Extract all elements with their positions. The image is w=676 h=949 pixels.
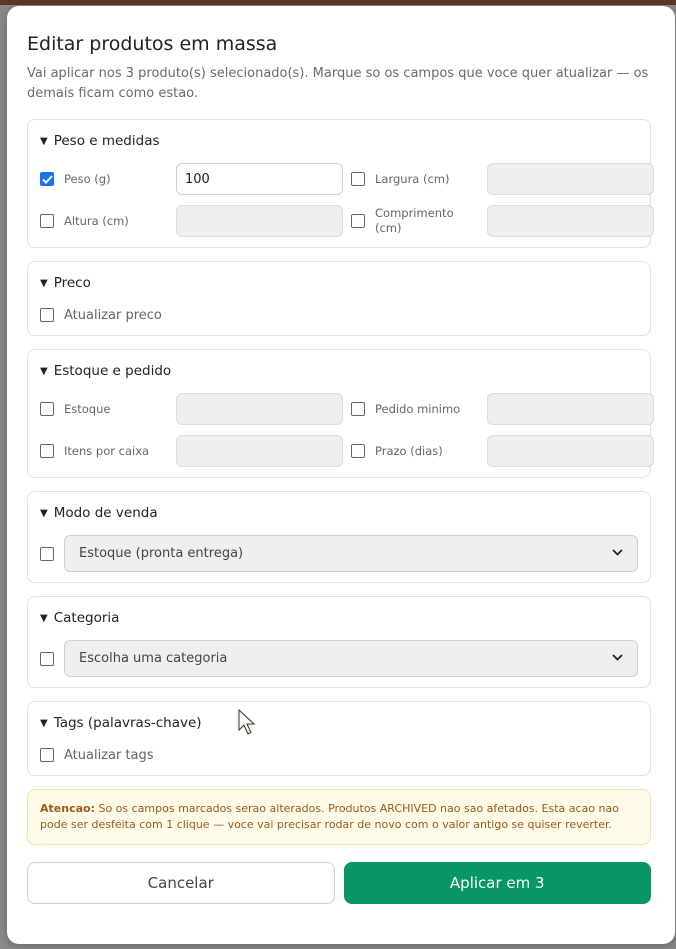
category-select[interactable] bbox=[64, 640, 638, 677]
section-category bbox=[27, 596, 651, 688]
alert-text: So os campos marcados serao alterados. Produtos ARCHIVED nao sao afetados. Esta acao nao pode ser desfeita com 1 clique — voce vai precisar rodar de novo com o valor antigo se quiser reverter. bbox=[40, 802, 619, 831]
estoque-checkbox[interactable] bbox=[40, 402, 54, 416]
peso-checkbox[interactable] bbox=[40, 172, 54, 186]
backdrop-strip bbox=[0, 0, 676, 5]
category-selected-value: Escolha uma categoria bbox=[79, 651, 228, 666]
itens-por-caixa-checkbox[interactable] bbox=[40, 444, 54, 458]
price-update-label: Atualizar preco bbox=[64, 307, 162, 323]
bulk-edit-modal bbox=[7, 6, 675, 944]
warning-alert bbox=[27, 789, 651, 845]
section-sale-mode-title: Modo de venda bbox=[53, 505, 158, 521]
alert-prefix: Atencao: bbox=[40, 802, 95, 815]
comprimento-label: Comprimento (cm) bbox=[375, 206, 454, 235]
caret-down-icon: ▼ bbox=[40, 717, 48, 729]
section-category-toggle[interactable] bbox=[40, 608, 638, 628]
section-stock-toggle[interactable] bbox=[40, 361, 638, 381]
sale-mode-checkbox[interactable] bbox=[40, 547, 54, 561]
altura-checkbox[interactable] bbox=[40, 214, 54, 228]
modal-footer bbox=[27, 862, 651, 904]
tags-update-label: Atualizar tags bbox=[64, 747, 154, 763]
pedido-minimo-label: Pedido minimo bbox=[375, 401, 461, 416]
modal-title: Editar produtos em massa bbox=[27, 33, 278, 55]
estoque-input[interactable] bbox=[176, 393, 343, 425]
category-checkbox[interactable] bbox=[40, 652, 54, 666]
largura-label: Largura (cm) bbox=[375, 171, 450, 186]
section-stock-title: Estoque e pedido bbox=[53, 363, 172, 379]
section-stock bbox=[27, 349, 651, 478]
prazo-label: Prazo (dias) bbox=[375, 443, 443, 458]
section-tags bbox=[27, 701, 651, 776]
caret-down-icon: ▼ bbox=[40, 612, 48, 624]
prazo-checkbox[interactable] bbox=[351, 444, 365, 458]
estoque-label: Estoque bbox=[64, 401, 111, 416]
chevron-down-icon bbox=[612, 548, 623, 559]
caret-down-icon: ▼ bbox=[40, 277, 48, 289]
comprimento-checkbox[interactable] bbox=[351, 214, 365, 228]
section-price-toggle[interactable] bbox=[40, 273, 638, 293]
section-tags-title: Tags (palavras-chave) bbox=[53, 715, 202, 731]
caret-down-icon: ▼ bbox=[40, 507, 48, 519]
prazo-input[interactable] bbox=[487, 435, 654, 467]
price-checkbox[interactable] bbox=[40, 308, 54, 322]
itens-por-caixa-label: Itens por caixa bbox=[64, 443, 150, 458]
tags-checkbox[interactable] bbox=[40, 748, 54, 762]
sale-mode-selected-value: Estoque (pronta entrega) bbox=[79, 546, 244, 561]
section-sale-mode bbox=[27, 491, 651, 583]
caret-down-icon: ▼ bbox=[40, 365, 48, 377]
chevron-down-icon bbox=[612, 653, 623, 664]
caret-down-icon: ▼ bbox=[40, 135, 48, 147]
largura-checkbox[interactable] bbox=[351, 172, 365, 186]
section-sale-mode-toggle[interactable] bbox=[40, 503, 638, 523]
modal-description: Vai aplicar nos 3 produto(s) selecionado(s). Marque so os campos que voce quer atualizar — os demais ficam como estao. bbox=[27, 66, 649, 101]
peso-input[interactable]: 100 bbox=[176, 163, 343, 195]
section-price bbox=[27, 261, 651, 336]
itens-por-caixa-input[interactable] bbox=[176, 435, 343, 467]
largura-input[interactable] bbox=[487, 163, 654, 195]
altura-input[interactable] bbox=[176, 205, 343, 237]
altura-label: Altura (cm) bbox=[64, 213, 129, 228]
apply-button[interactable]: Aplicar em 3 bbox=[344, 862, 652, 904]
section-price-title: Preco bbox=[53, 275, 91, 291]
check-icon bbox=[42, 175, 53, 184]
section-tags-toggle[interactable] bbox=[40, 713, 638, 733]
section-weights-title: Peso e medidas bbox=[53, 133, 160, 149]
mouse-cursor-icon bbox=[236, 708, 258, 738]
sale-mode-select[interactable] bbox=[64, 535, 638, 572]
peso-label: Peso (g) bbox=[64, 171, 111, 186]
section-category-title: Categoria bbox=[53, 610, 120, 626]
pedido-minimo-input[interactable] bbox=[487, 393, 654, 425]
pedido-minimo-checkbox[interactable] bbox=[351, 402, 365, 416]
cancel-button[interactable]: Cancelar bbox=[27, 862, 335, 904]
section-weights bbox=[27, 119, 651, 248]
comprimento-input[interactable] bbox=[487, 205, 654, 237]
section-weights-toggle[interactable] bbox=[40, 131, 638, 151]
